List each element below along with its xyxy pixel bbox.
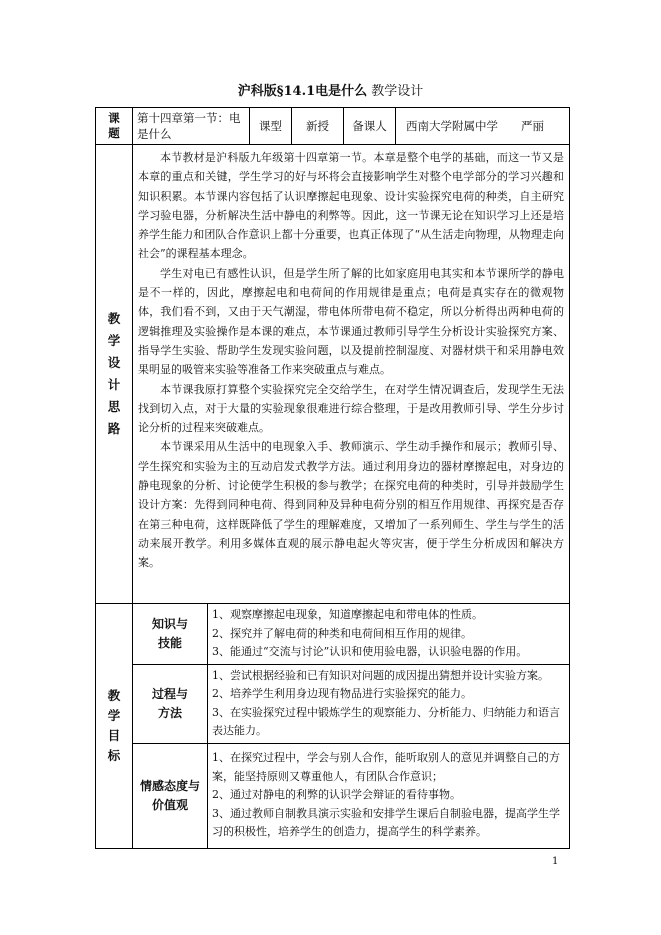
goal-item: 2、探究并了解电荷的种类和电荷间相互作用的规律。 (212, 626, 472, 640)
title-main: 沪科版§14.1电是什么 (237, 84, 368, 99)
goal-item: 3、通过教师自制教具演示实验和安排学生课后自制验电器，提高学生学习的积极性，培养学生的创造力，提高学生的科学素养。 (212, 806, 560, 839)
goal-item: 1、观察摩擦起电现象，知道摩擦起电和带电体的性质。 (212, 608, 483, 621)
header-row (96, 108, 570, 145)
design-label: 教学设计思路 (96, 145, 133, 604)
design-paragraph-2: 学生对电已有感性认识，但是学生所了解的比如家庭用电其实和本节课所学的静电是不一样的，因此，摩擦起电和电荷间的作用规律是重点；电荷是真实存在的微观物体，我们看不到，又由于天气潮湿，带电体所带电荷不稳定，所以分析得出两种电荷的逻辑推理及实验操作是本课的难点，本节课通过教师引导学生分析设计实验探究方案、指导学生实验、帮助学生发现实验问题，以及提前控制湿度、对器材烘干和采用静电效果明显的吸管来实验等准备工作来突破重点与难点。 (138, 266, 564, 377)
goal-row-knowledge (96, 604, 570, 665)
goal-items-knowledge (208, 604, 570, 665)
topic-label: 课题 (96, 108, 133, 145)
author-value: 西南大学附属中学 严丽 (396, 108, 570, 145)
page-number: 1 (552, 856, 559, 867)
goal-label-attitude: 情感态度与价值观 (133, 743, 208, 848)
goal-items-process (208, 664, 570, 743)
author-label: 备课人 (344, 108, 396, 145)
goal-item: 1、在探究过程中，学会与别人合作，能听取别人的意见并调整自己的方案，能坚持原则又尊重他人，有团队合作意识； (212, 751, 560, 783)
chapter-cell: 第十四章第一节：电是什么 (133, 108, 250, 145)
goal-items-attitude (208, 743, 570, 848)
goal-item: 1、尝试根据经验和已有知识对问题的成因提出猜想并设计实验方案。 (212, 668, 549, 682)
goal-label-process: 过程与方法 (133, 664, 208, 743)
document-title (0, 80, 661, 99)
design-paragraph-3: 本节课我原打算整个实验探究完全交给学生，在对学生情况调查后，发现学生无法找到切入点，对于大量的实验现象很难进行综合整理，于是改用教师引导、学生分步讨论分析的过程来突破难点。 (138, 382, 564, 435)
goal-item: 2、通过对静电的利弊的认识学会辩证的看待事物。 (212, 788, 461, 802)
goal-row-process (96, 664, 570, 743)
design-row (96, 145, 570, 604)
type-value: 新授 (292, 108, 344, 145)
lesson-plan-table (95, 107, 570, 849)
type-label: 课型 (250, 108, 292, 145)
goal-row-attitude (96, 743, 570, 848)
goal-item: 3、能通过“交流与讨论”认识和使用验电器，认识验电器的作用。 (212, 645, 528, 658)
design-paragraph-4: 本节课采用从生活中的电现象入手、教师演示、学生动手操作和展示；教师引导、学生探究和实验为主的互动启发式教学方法。通过利用身边的器材摩擦起电，对身边的静电现象的分析、讨论使学生积极的参与教学；在探究电荷的种类时，引导并鼓励学生设计方案：先得到同种电荷、得到同种及异种电荷分别的相互作用规律、再探究是否存在第三种电荷，这样既降低了学生的理解难度，又增加了一系列师生、学生与学生的活动来展开教学。利用多媒体直观的展示静电起火等灾害，便于学生分析成因和解决方案。 (138, 440, 564, 570)
goals-label: 教学目标 (96, 604, 133, 849)
design-text (133, 145, 570, 604)
goal-item: 2、培养学生利用身边现有物品进行实验探究的能力。 (212, 687, 472, 700)
design-paragraph-1: 本节教材是沪科版九年级第十四章第一节。本章是整个电学的基础，而这一节又是本章的重点和关键，学生学习的好与坏将会直接影响学生对整个电学部分的学习兴趣和知识积累。本节课内容包括了认识摩擦起电现象、设计实验探究电荷的种类，自主研究学习验电器，分析解决生活中静电的利弊等。因此，这一节课无论在知识学习上还是培养学生能力和团队合作意识上都十分重要，也真正体现了“从生活走向物理，从物理走向社会”的课程基本理念。 (138, 151, 564, 261)
goal-label-knowledge: 知识与技能 (133, 604, 208, 665)
goal-item: 3、在实验探究过程中锻炼学生的观察能力、分析能力、归纳能力和语言表达能力。 (212, 705, 560, 737)
title-sub: 教学设计 (371, 84, 424, 99)
